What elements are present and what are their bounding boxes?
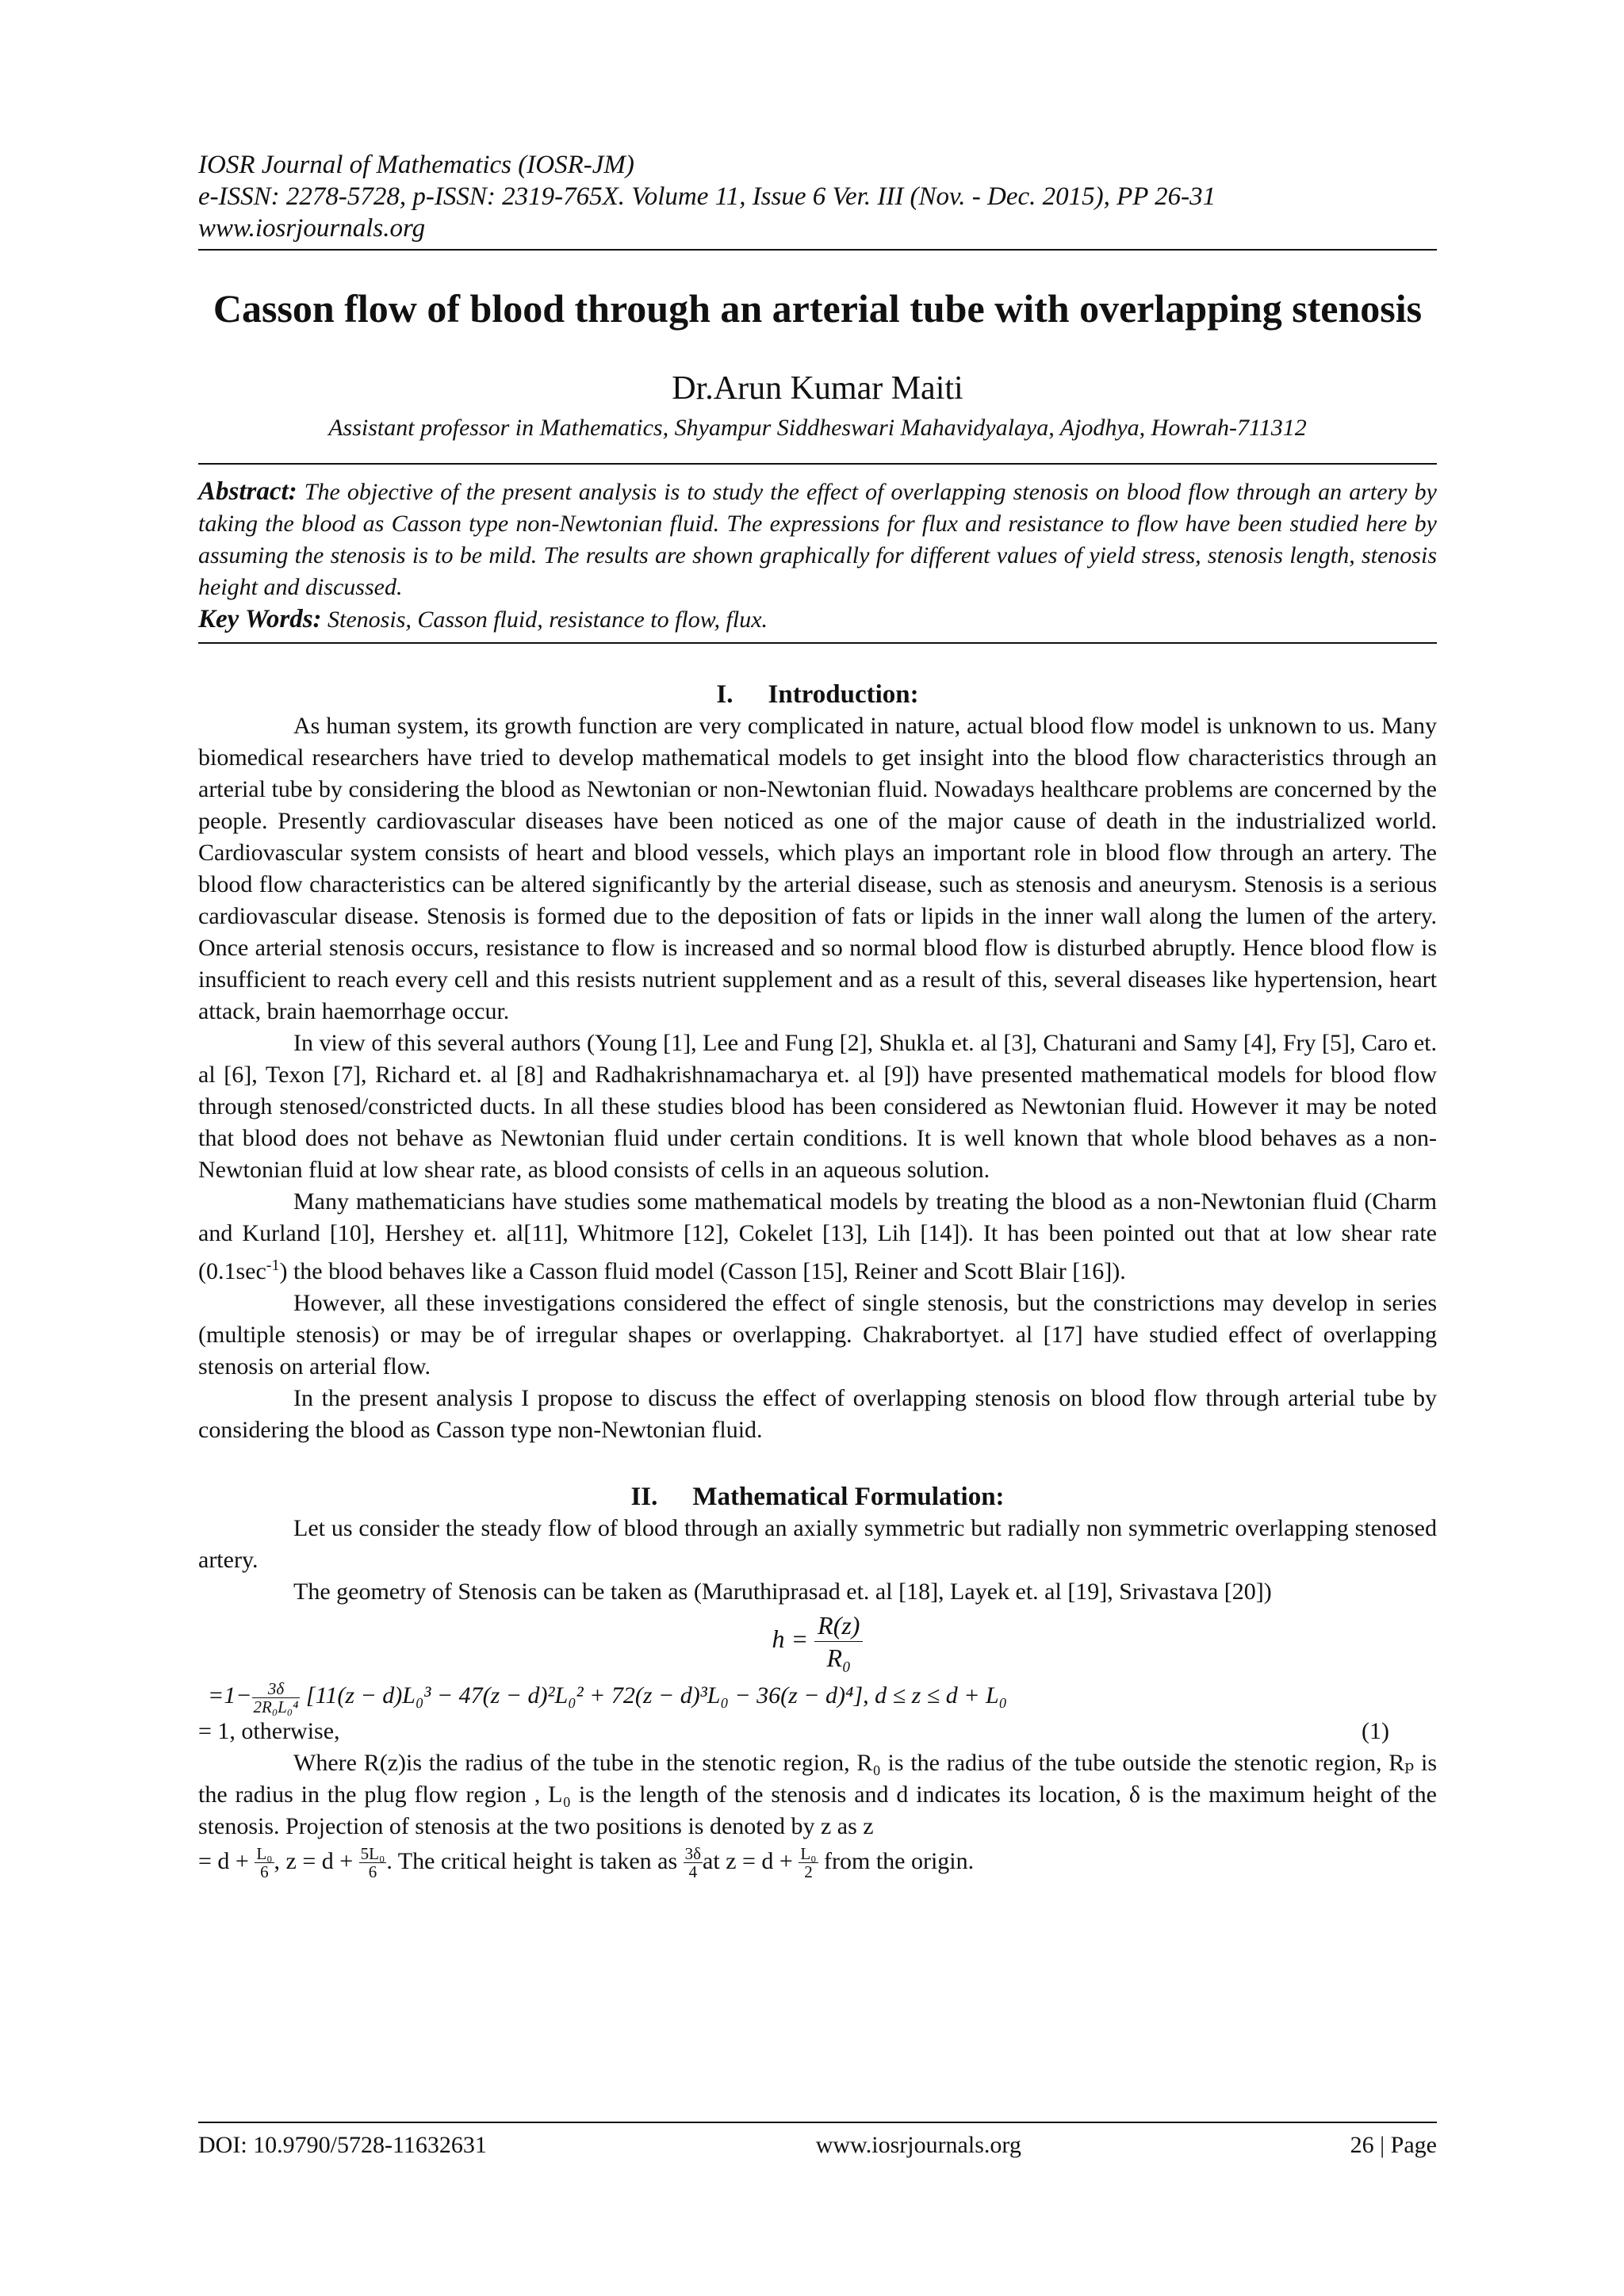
equation-h: h = $\frac{R(z)}{\text{R₀}}$ <box>198 1609 1437 1674</box>
abstract-label: Abstract: <box>198 477 297 506</box>
intro-paragraph-2: In view of this several authors (Young [1], Lee and Fung [2], Shukla et. al [3], Chaturani and Samy [4], Fry [5], Caro et. al [6], Texon [7], Richard et. al [8] and Radhakrishnamacharya et. al [9]) have presented mathematical models for blood flow through stenosed/constricted ducts. In all these studies blood has been considered as Newtonian fluid. However it may be noted that blood does not behave as Newtonian fluid under certain conditions. It is well known that whole blood behaves as a non-Newtonian fluid at low shear rate, as blood consists of cells in an aqueous solution. <box>198 1030 1437 1183</box>
journal-website[interactable]: www.iosrjournals.org <box>198 214 426 243</box>
abstract-box <box>198 463 1437 644</box>
intro-paragraph-3: Many mathematicians have studies some mathematical models by treating the blood as a non-Newtonian fluid (Charm and Kurland [10], Hershey et. al[11], Whitmore [12], Cokelet [13], Lih [14]). It has been pointed out that at low shear rate $(0.1\sec^{-1})$ the blood behaves like a Casson fluid model (Casson [15], Reiner and Scott Blair [16]). <box>198 1188 1437 1284</box>
section-heading-introduction: I. Introduction: <box>716 680 919 709</box>
journal-issn: e-ISSN: 2278-5728, p-ISSN: 2319-765X. Volume 11, Issue 6 Ver. III (Nov. - Dec. 2015), PP 26-31 <box>198 182 1216 211</box>
abstract-text: The objective of the present analysis is to study the effect of overlapping stenosis on blood flow through an artery by taking the blood as Casson type non-Newtonian fluid. The expressions for flux and resistance to flow have been studied here by assuming the stenosis is to be mild. The results are shown graphically for different values of yield stress, stenosis length, stenosis height and discussed. <box>198 479 1437 600</box>
footer-website[interactable]: www.iosrjournals.org <box>815 2132 1021 2158</box>
formulation-paragraph-3: Where R(z)is the radius of the tube in the stenotic region, R₀ is the radius of the tube outside the stenotic region, Rₚ is the radius in the plug flow region , L₀ is the length of the stenosis and d indicates its location, δ is the maximum height of the stenosis. Projection of stenosis at the two positions is denoted by z as z <box>198 1749 1437 1839</box>
journal-header <box>198 149 1437 251</box>
formulation-paragraph-2: The geometry of Stenosis can be taken as (Maruthiprasad et. al [18], Layek et. al [19], Srivastava [20]) <box>293 1578 1272 1605</box>
equation-number: (1) <box>1362 1717 1389 1744</box>
author-affiliation: Assistant professor in Mathematics, Shyampur Siddheswari Mahavidyalaya, Ajodhya, Howrah-711312 <box>328 415 1307 441</box>
section-heading-formulation: II. Mathematical Formulation: <box>630 1483 1005 1511</box>
equation-stenosis-profile: =1− $\frac{3\delta}{\text{2R₀L₀⁴}}$ [11(z − d)L₀³ − 47(z − d)²L₀² + 72(z − d)³L₀ − 36(z − d)⁴], d ≤ z ≤ d + L₀ <box>208 1678 1008 1716</box>
page-footer <box>198 2122 1437 2160</box>
intro-paragraph-1: As human system, its growth function are very complicated in nature, actual blood flow model is unknown to us. Many biomedical researchers have tried to develop mathematical models to get insight into the blood flow characteristics through an arterial tube by considering the blood as Newtonian or non-Newtonian fluid. Nowadays healthcare problems are concerned by the people. Presently cardiovascular diseases have been noticed as one of the major cause of death in the industrialized world. Cardiovascular system consists of heart and blood vessels, which plays an important role in blood flow through an artery. The blood flow characteristics can be altered significantly by the arterial disease, such as stenosis and aneurysm. Stenosis is a serious cardiovascular disease. Stenosis is formed due to the deposition of fats or lipids in the inner wall along the lumen of the artery. Once arterial stenosis occurs, resistance to flow is increased and so normal blood flow is disturbed abruptly. Hence blood flow is insufficient to reach every cell and this resists nutrient supplement and as a result of this, several diseases like hypertension, heart attack, brain haemorrhage occur. <box>198 713 1437 1024</box>
abstract <box>198 476 1437 603</box>
keywords-label: Key Words: <box>198 605 322 633</box>
author-name: Dr.Arun Kumar Maiti <box>672 370 963 407</box>
paper-title: Casson flow of blood through an arterial tube with overlapping stenosis <box>213 286 1423 331</box>
formulation-paragraph-1: Let us consider the steady flow of blood through an axially symmetric but radially non symmetric overlapping stenosed artery. <box>198 1515 1437 1573</box>
footer-doi[interactable]: DOI: 10.9790/5728-11632631 <box>198 2132 487 2158</box>
journal-name: IOSR Journal of Mathematics (IOSR-JM) <box>198 151 634 179</box>
keywords-text: Stenosis, Casson fluid, resistance to flow, flux. <box>321 607 768 633</box>
intro-paragraph-5: In the present analysis I propose to discuss the effect of overlapping stenosis on blood flow through arterial tube by considering the blood as Casson type non-Newtonian fluid. <box>198 1385 1437 1443</box>
keywords <box>198 603 1437 636</box>
footer-page-number: 26 | Page <box>1350 2132 1437 2158</box>
header-rule <box>198 249 1437 251</box>
equation-otherwise-row: = 1, otherwise, (1) <box>198 1716 1437 1747</box>
intro-paragraph-4: However, all these investigations considered the effect of single stenosis, but the constrictions may develop in series (multiple stenosis) or may be of irregular shapes or overlapping. Chakrabortyet. al [17] have studied effect of overlapping stenosis on arterial flow. <box>198 1290 1437 1380</box>
paper-page <box>198 149 1437 1881</box>
formulation-paragraph-4: = d + $\frac{\text{L₀}}{6}$ , z = d + $\frac{\text{5L₀}}{6}$ . The critical height is taken as $\frac{3\delta}{4}$ at z = d + $\frac{\text{L₀}}{2}$ from the origin. <box>198 1844 975 1882</box>
